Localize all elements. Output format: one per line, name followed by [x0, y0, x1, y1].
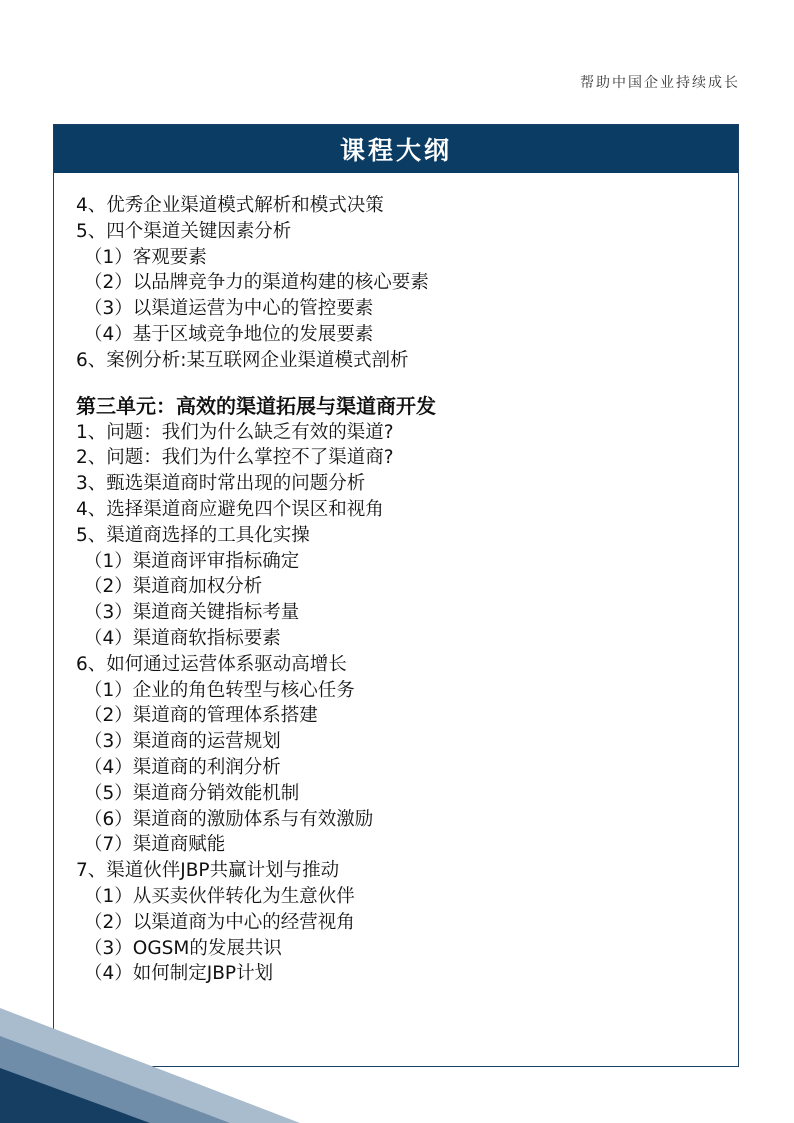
- outline-sub: （4）渠道商的利润分析: [84, 756, 281, 778]
- panel-title: 课程大纲: [339, 136, 452, 165]
- outline-sub: （4）渠道商软指标要素: [84, 627, 281, 649]
- outline-sub: （1）渠道商评审指标确定: [84, 550, 300, 572]
- outline-item: 5、四个渠道关键因素分析: [76, 220, 292, 242]
- outline-sub: （2）渠道商加权分析: [84, 576, 263, 598]
- outline-item: 4、选择渠道商应避免四个误区和视角: [76, 498, 384, 520]
- outline-sub: （5）渠道商分销效能机制: [84, 782, 300, 804]
- outline-item: 5、渠道商选择的工具化实操: [76, 524, 310, 546]
- outline-sub: （4）如何制定JBP计划: [84, 963, 274, 985]
- outline-item: 6、如何通过运营体系驱动高增长: [76, 653, 347, 675]
- outline-item: 3、甄选渠道商时常出现的问题分析: [76, 473, 366, 495]
- outline-item: 7、渠道伙伴JBP共赢计划与推动: [76, 860, 340, 882]
- outline-sub: （2）以渠道商为中心的经营视角: [84, 911, 355, 933]
- outline-item: 2、问题：我们为什么掌控不了渠道商?: [76, 447, 394, 469]
- outline-sub: （6）渠道商的激励体系与有效激励: [84, 808, 374, 830]
- outline-sub: （7）渠道商赋能: [84, 834, 226, 856]
- section-heading: 第三单元：高效的渠道拓展与渠道商开发: [76, 393, 436, 418]
- outline-sub: （3）渠道商的运营规划: [84, 731, 281, 753]
- page-tagline: 帮助中国企业持续成长: [580, 75, 740, 91]
- outline-item: 1、问题：我们为什么缺乏有效的渠道?: [76, 421, 394, 443]
- outline-list: [76, 193, 728, 987]
- outline-item: 6、案例分析:某互联网企业渠道模式剖析: [76, 349, 409, 371]
- outline-sub: （1）客观要素: [84, 246, 207, 268]
- spacer: [76, 374, 728, 392]
- outline-sub: （3）以渠道运营为中心的管控要素: [84, 298, 374, 320]
- outline-sub: （2）以品牌竞争力的渠道构建的核心要素: [84, 272, 429, 294]
- outline-item: 4、优秀企业渠道模式解析和模式决策: [76, 195, 384, 216]
- outline-sub: （1）企业的角色转型与核心任务: [84, 679, 355, 701]
- outline-sub: （3）渠道商关键指标考量: [84, 602, 300, 624]
- course-outline-panel: [53, 124, 739, 1067]
- outline-sub: （4）基于区域竞争地位的发展要素: [84, 323, 374, 345]
- outline-sub: （2）渠道商的管理体系搭建: [84, 705, 318, 727]
- outline-sub: （3）OGSM的发展共识: [84, 937, 282, 959]
- outline-sub: （1）从买卖伙伴转化为生意伙伴: [84, 885, 355, 907]
- corner-decoration: [0, 1008, 300, 1123]
- panel-header: [54, 125, 738, 173]
